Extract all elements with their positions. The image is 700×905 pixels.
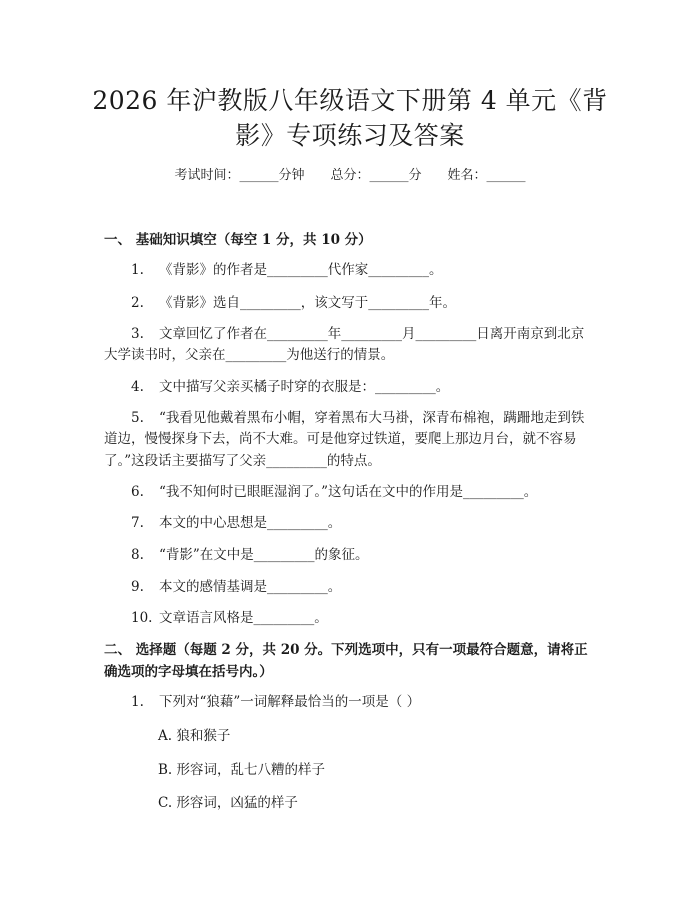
exam-time-field: 考试时间：______分钟: [174, 168, 305, 183]
question-text: “我不知何时已眼眶湿润了。”这句话在文中的作用是_________。: [159, 484, 538, 500]
question-number: 1.: [131, 262, 144, 278]
question-1-5-line-3: 了。”这段话主要描写了父亲_________的特点。: [104, 453, 381, 469]
question-text-line-1: “我看见他戴着黑布小帽，穿着黑布大马褂，深青布棉袍，蹒跚地走到铁: [159, 410, 585, 426]
question-number: 3.: [131, 326, 144, 342]
question-1-10: [131, 607, 328, 629]
question-1-5-line-2: 道边，慢慢探身下去，尚不大难。可是他穿过铁道，要爬上那边月台，就不容易: [104, 431, 577, 447]
question-number: 8.: [131, 547, 144, 563]
question-1-9: [131, 576, 341, 598]
question-text: 文中描写父亲买橘子时穿的衣服是：_________。: [159, 379, 450, 395]
question-number: 5.: [131, 410, 144, 426]
question-text: “背影”在文中是_________的象征。: [159, 547, 369, 563]
question-text: 下列对“狼藉”一词解释最恰当的一项是（ ）: [159, 694, 421, 710]
section-2-heading-line-1: 二、 选择题（每题 2 分，共 20 分。下列选项中，只有一项最符合题意，请将正: [104, 642, 588, 658]
question-number: 10.: [131, 610, 153, 626]
option-c: C. 形容词，凶猛的样子: [158, 795, 298, 811]
question-1-6: [131, 481, 537, 503]
student-name-field: 姓名：______: [447, 168, 526, 183]
total-score-field: 总分：______分: [330, 168, 422, 183]
question-2-1: [131, 691, 420, 713]
document-title-line-2: 影》专项练习及答案: [235, 121, 465, 150]
question-1-2: [131, 292, 456, 314]
question-text: 《背影》选自_________，该文写于_________年。: [159, 295, 456, 311]
question-number: 9.: [131, 579, 144, 595]
question-1-8: [131, 544, 369, 566]
option-a: A. 狼和猴子: [158, 728, 231, 744]
question-1-5: [131, 407, 584, 429]
question-1-7: [131, 512, 341, 534]
question-text-line-1: 文章回忆了作者在_________年_________月_________日离开南京到北京: [159, 326, 585, 342]
question-1-3-line-2: 大学读书时，父亲在_________为他送行的情景。: [104, 347, 395, 363]
question-number: 1.: [131, 694, 144, 710]
question-1-4: [131, 376, 449, 398]
question-text: 本文的中心思想是_________。: [159, 515, 342, 531]
question-number: 2.: [131, 295, 144, 311]
question-number: 4.: [131, 379, 144, 395]
question-text: 本文的感情基调是_________。: [159, 579, 342, 595]
section-1-heading: 一、 基础知识填空（每空 1 分，共 10 分）: [104, 232, 372, 248]
section-2-heading-line-2: 确选项的字母填在括号内。）: [104, 664, 273, 680]
option-b: B. 形容词，乱七八糟的样子: [158, 762, 326, 778]
question-1-3: [131, 323, 584, 345]
question-text: 文章语言风格是_________。: [159, 610, 328, 626]
question-number: 6.: [131, 484, 144, 500]
question-text: 《背影》的作者是_________代作家_________。: [159, 262, 443, 278]
question-number: 7.: [131, 515, 144, 531]
question-1-1: [131, 259, 443, 281]
exam-meta: [0, 166, 700, 186]
document-title-line-1: 2026 年沪教版八年级语文下册第 4 单元《背: [92, 86, 608, 115]
